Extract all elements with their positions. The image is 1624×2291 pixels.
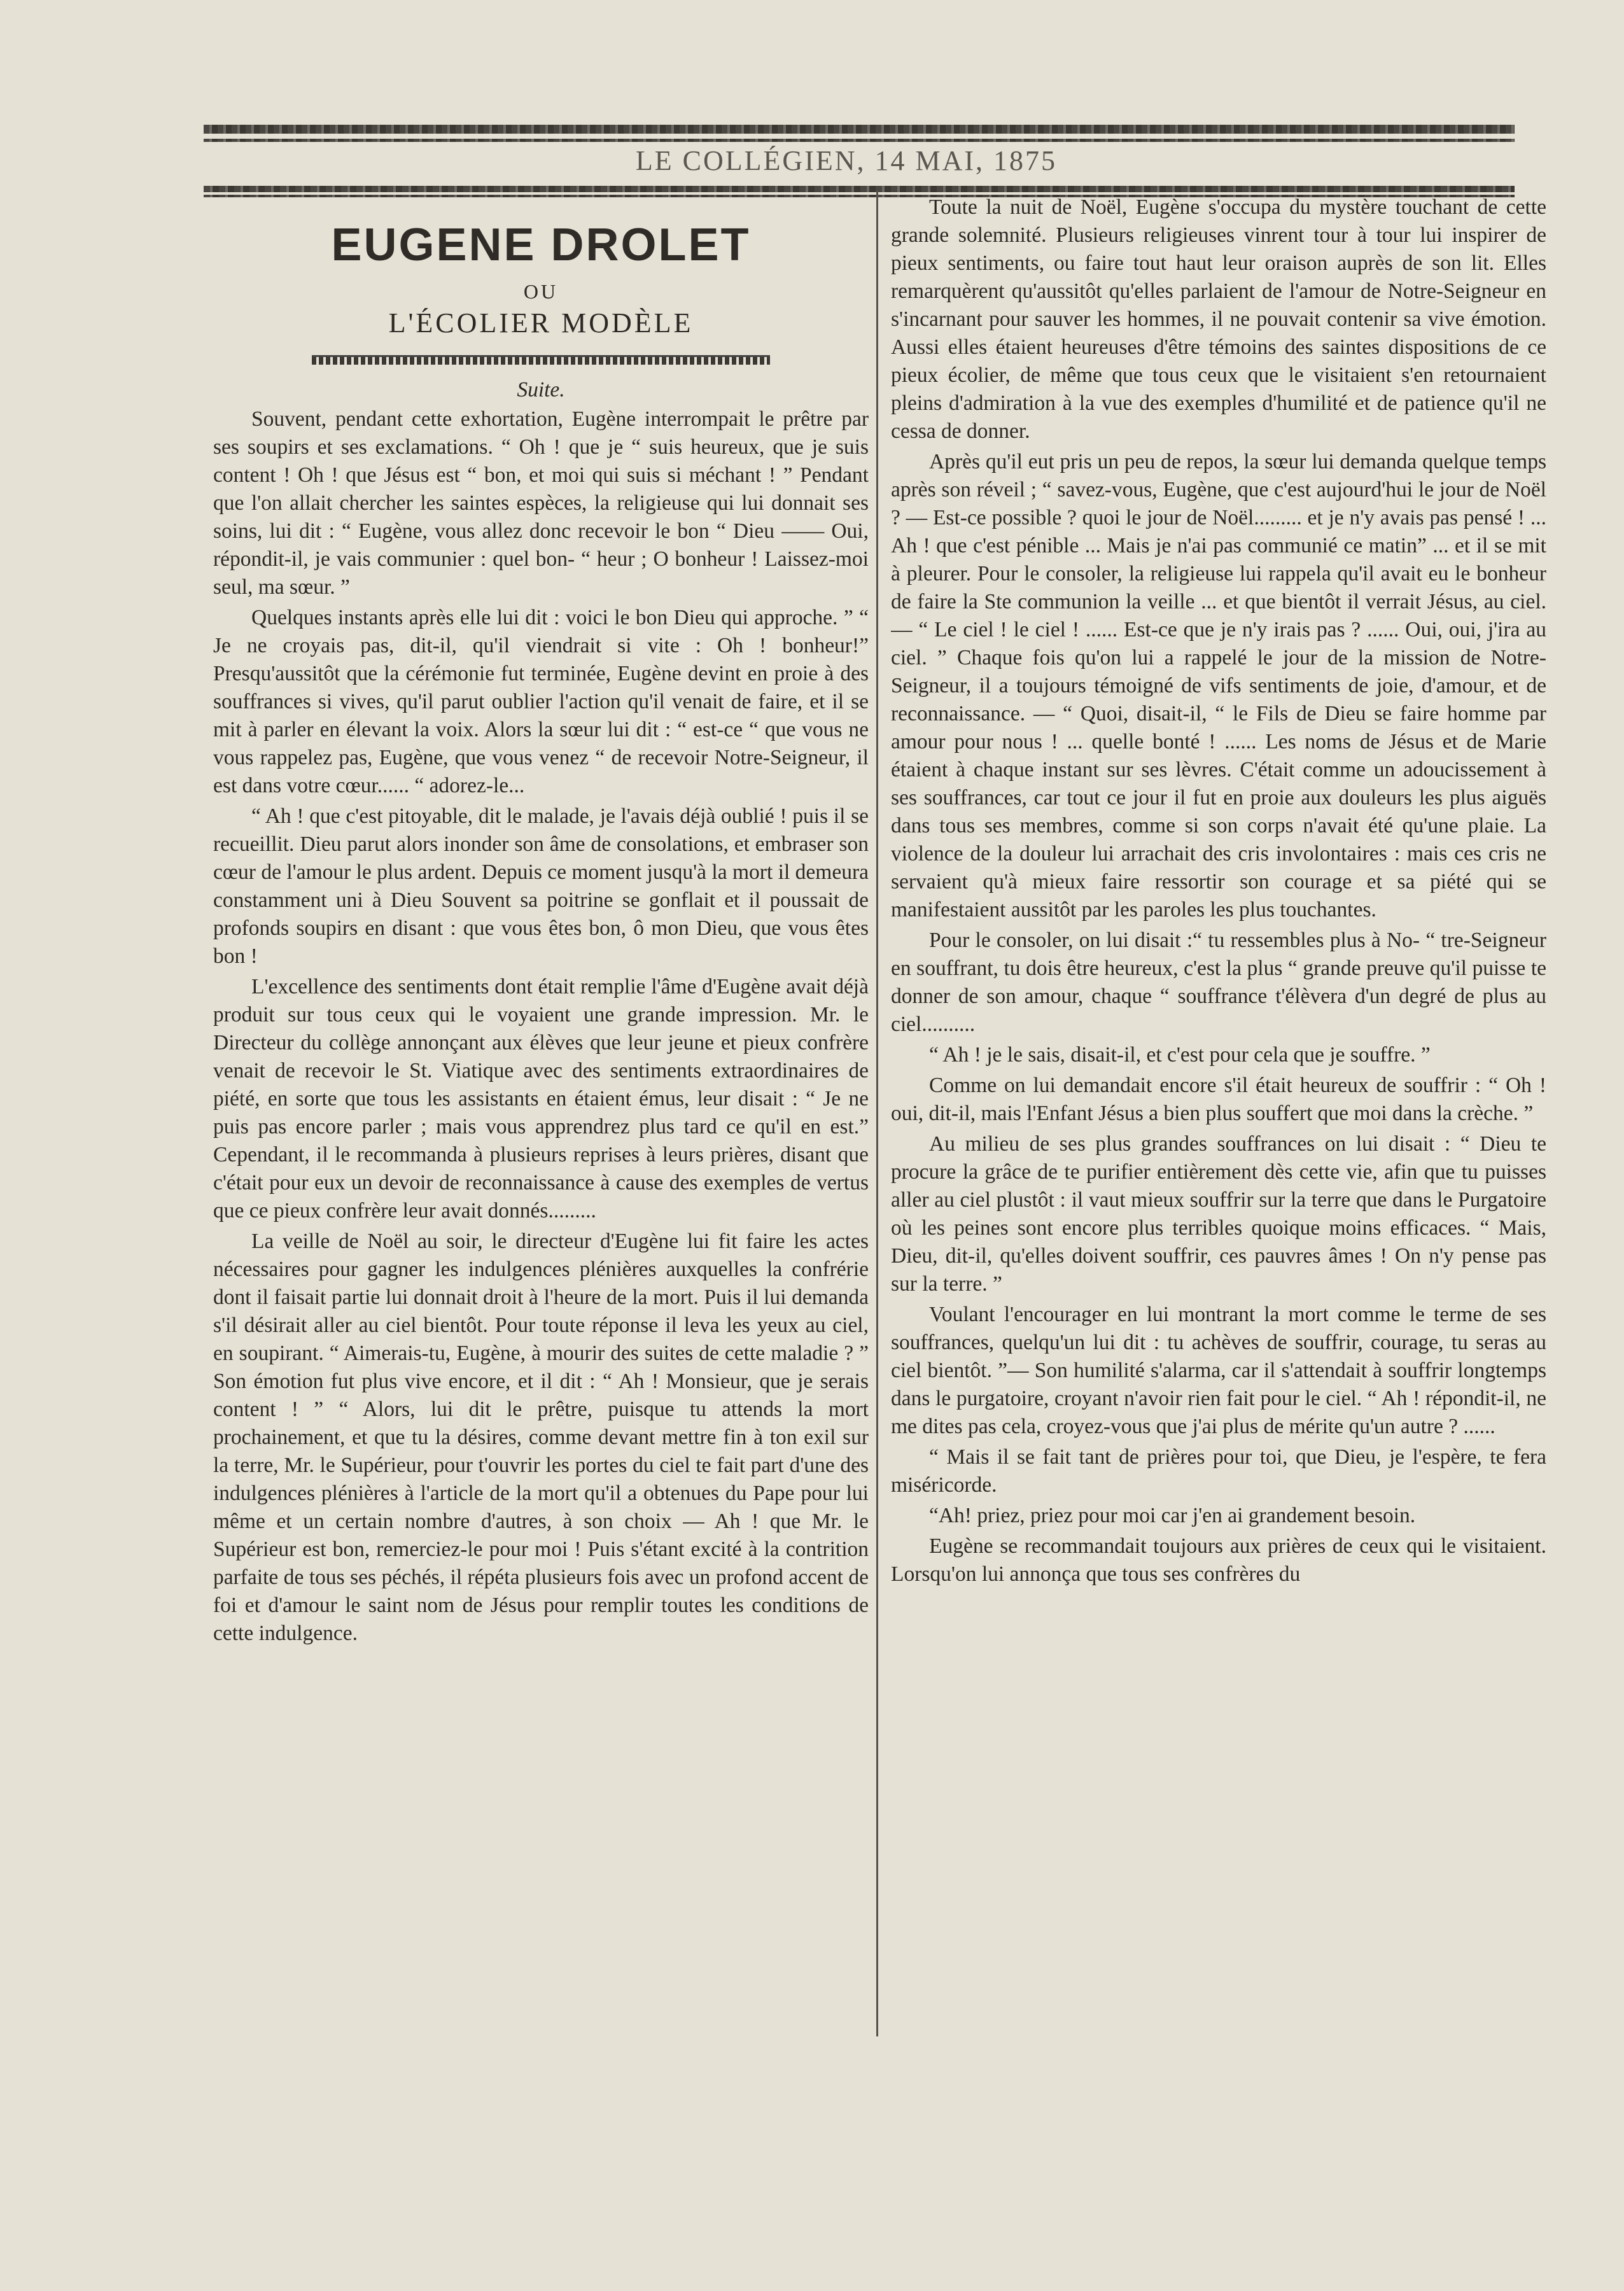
left-column (213, 191, 869, 2024)
paragraph: “Ah! priez, priez pour moi car j'en ai grandement besoin. (929, 1504, 1416, 1527)
suite-label: Suite. (517, 378, 565, 402)
paragraph: Comme on lui demandait encore s'il était heureux de souffrir : “ Oh ! oui, dit-il, mais l'Enfant Jésus a bien plus souffert que moi dans la crèche. ” (891, 1074, 1546, 1125)
paragraph: Quelques instants après elle lui dit : voici le bon Dieu qui approche. ” “ Je ne croyais pas, dit-il, qu'il viendrait si vite : Oh ! bonheur!” Presqu'aussitôt que la cérémonie fut terminée, Eugène devint en proie à des souffrances si vives, qu'il parut oublier l'action qu'il venait de faire, et il se mit à parler en élevant la voix. Alors la sœur lui dit : “ est-ce “ que vous ne vous rappelez pas, Eugène, que vous venez “ de recevoir Notre-Seigneur, il est dans votre cœur...... “ adorez-le... (213, 606, 869, 797)
article-header (213, 216, 869, 404)
paragraph: Après qu'il eut pris un peu de repos, la sœur lui demanda quelque temps après son réveil ; “ savez-vous, Eugène, que c'est aujourd'hui le jour de Noël ? — Est-ce possible ? quoi le jour de Noël......... et je n'y avais pas pensé ! ... Ah ! que c'est pénible ... Mais je n'ai pas communié ce matin” ... et il se mit à pleurer. Pour le consoler, la religieuse lui rappela qu'il avait eu le bonheur de faire la Ste communion la veille ... et que bientôt il verrait Jésus, au ciel. — “ Le ciel ! le ciel ! ...... Est-ce que je n'y irais pas ? ...... Oui, oui, j'ira au ciel. ” Chaque fois qu'on lui a rappelé le jour de la mission de Notre-Seigneur, il a toujours témoigné de vifs sentiments de joie, d'amour, et de reconnaissance. — “ Quoi, disait-il, “ le Fils de Dieu se faire homme par amour pour nous ! ... quelle bonté ! ...... Les noms de Jésus et de Marie étaient à chaque instant sur ses lèvres. C'était comme un adoucissement à ses souffrances, car tout ce jour il fut en proie aux douleurs les plus aiguës dans tous ses membres, comme si son corps n'avait été qu'une plaie. La violence de la douleur lui arrachait des cris involontaires : mais ces cris ne servaient qu'à mieux faire ressortir son courage et sa piété qui se manifestaient aussitôt par les paroles les plus touchantes. (891, 450, 1546, 921)
paragraph: L'excellence des sentiments dont était remplie l'âme d'Eugène avait déjà produit sur tous ceux qui le voyaient une grande impression. Mr. le Directeur du collège annonçant aux élèves que leur jeune et pieux confrère venait de recevoir le St. Viatique avec des sentiments extraordinaires de piété, en sorte que tous les assistants en étaient émus, leur disait : “ Je ne puis pas encore parler ; mais vous apprendrez plus tard ce qu'il en est.” Cependant, il le recommanda à plusieurs reprises à leurs prières, disant que c'était pour eux un devoir de reconnaissance à cause des exemples de vertus que ce pieux confrère leur avait donnés......... (213, 975, 869, 1223)
paragraph: Toute la nuit de Noël, Eugène s'occupa du mystère touchant de cette grande solemnité. Plusieurs religieuses vinrent tour à tour lui inspirer de pieux sentiments, ou faire tout haut leur oraison auprès de son lit. Elles remarquèrent qu'aussitôt qu'elles parlaient de l'amour de Notre-Seigneur en s'incarnant pour sauver les hommes, il ne pouvait contenir sa vive émotion. Aussi elles étaient heureuses d'être témoins des saintes dispositions de ce pieux écolier, de même que tous ceux que le visitaient s'en retournaient pleins d'admiration à la vue des exemples d'humilité et de patience qu'il ne cessa de donner. (891, 195, 1546, 443)
top-rule (204, 125, 1515, 134)
paragraph: Pour le consoler, on lui disait :“ tu ressembles plus à No- “ tre-Seigneur en souffrant, tu dois être heureux, c'est la plus “ grande preuve qu'il puisse te donner de son amour, chaque “ souffrance t'élèvera d'un degré de plus au ciel.......... (891, 928, 1546, 1036)
masthead: LE COLLÉGIEN, 14 MAI, 1875 (635, 145, 1058, 176)
title-ornament-rule (312, 355, 770, 365)
paragraph: Voulant l'encourager en lui montrant la mort comme le terme de ses souffrances, quelqu'un lui dit : tu achèves de souffrir, courage, tu seras au ciel bientôt. ”— Son humilité s'alarma, car il s'attendait à souffrir longtemps dans le purgatoire, croyant n'avoir rien fait pour le ciel. “ Ah ! répondit-il, ne me dites pas cela, croyez-vous que j'ai plus de mérite qu'un autre ? ...... (891, 1303, 1546, 1438)
article-title-ou: OU (523, 280, 559, 303)
paragraph: La veille de Noël au soir, le directeur d'Eugène lui fit faire les actes nécessaires pour gagner les indulgences plénières auxquelles la confrérie dont il faisait partie lui donnait droit à l'heure de la mort. Puis il lui demanda s'il désirait aller au ciel bientôt. Pour toute réponse il leva les yeux au ciel, en soupirant. “ Aimerais-tu, Eugène, à mourir des suites de cette maladie ? ” Son émotion fut plus vive encore, et il dit : “ Ah ! Monsieur, que je serais content ! ” “ Alors, lui dit le prêtre, puisque tu attends la mort prochainement, et que tu la désires, comme devant mettre fin à ton exil sur la terre, Mr. le Supérieur, pour t'ouvrir les portes du ciel te fait part d'une des indulgences plénières à l'article de la mort qu'il a obtenues du Pape pour lui même et un certain nombre d'autres, à son choix — Ah ! que Mr. le Supérieur est bon, remerciez-le pour moi ! Puis s'étant excité à la contrition parfaite de tous ses péchés, il répéta plusieurs fois avec un profond accent de foi et d'amour le saint nom de Jésus pour remplir toutes les conditions de cette indulgence. (213, 1230, 869, 1645)
paragraph: Au milieu de ses plus grandes souffrances on lui disait : “ Dieu te procure la grâce de te purifier entièrement dès cette vie, afin que tu puisses aller au ciel plustôt : il vaut mieux souffrir sur la terre que dans le Purgatoire où les peines sont encore plus terribles quoique moins efficaces. “ Mais, Dieu, dit-il, qu'elles doivent souffrir, ces pauvres âmes ! On n'y pense pas sur la terre. ” (891, 1132, 1546, 1296)
paragraph: Souvent, pendant cette exhortation, Eugène interrompait le prêtre par ses soupirs et ses exclamations. “ Oh ! que je “ suis heureux, que je suis content ! Oh ! que Jésus est “ bon, et moi qui suis si méchant ! ” Pendant que l'on allait chercher les saintes espèces, la religieuse qui lui donnait ses soins, lui dit : “ Eugène, vous allez donc recevoir le bon “ Dieu —— Oui, répondit-il, je vais communier : quel bon- “ heur ; O bonheur ! Laissez-moi seul, ma sœur. ” (213, 407, 869, 599)
article-subtitle: L'ÉCOLIER MODÈLE (388, 307, 694, 339)
paragraph: “ Ah ! je le sais, disait-il, et c'est pour cela que je souffre. ” (929, 1043, 1431, 1067)
column-divider (876, 191, 878, 2036)
article-title: EUGENE DROLET (331, 220, 751, 270)
right-column (891, 191, 1546, 2024)
paragraph: “ Mais il se fait tant de prières pour toi, que Dieu, je l'espère, te fera miséricorde. (891, 1445, 1546, 1497)
paragraph: “ Ah ! que c'est pitoyable, dit le malade, je l'avais déjà oublié ! puis il se recueillit. Dieu parut alors inonder son âme de consolations, et embraser son cœur de l'amour le plus ardent. Depuis ce moment jusqu'à la mort il demeura constamment uni à Dieu Souvent sa poitrine se gonflait et il poussait de profonds soupirs en disant : que vous êtes bon, ô mon Dieu, que vous êtes bon ! (213, 804, 869, 968)
paragraph: Eugène se recommandait toujours aux prières de ceux qui le visitaient. Lorsqu'on lui annonça que tous ses confrères du (891, 1534, 1546, 1586)
